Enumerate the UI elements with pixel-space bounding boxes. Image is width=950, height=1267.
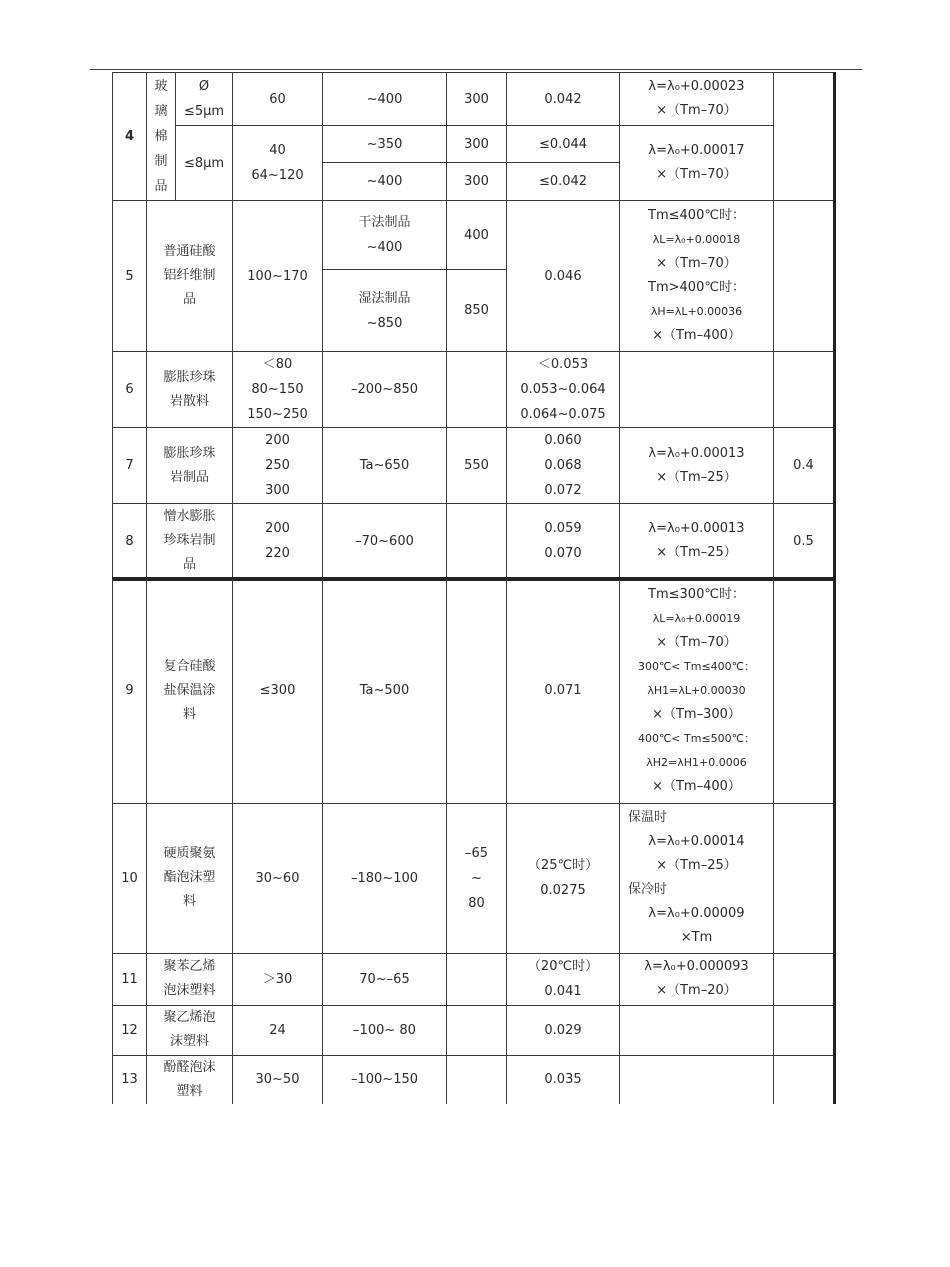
temp3-cell [447,1055,507,1104]
extra-cell [774,1005,835,1055]
material-name: 酚醛泡沫 塑料 [147,1055,233,1104]
temperature-cell: –200~850 [323,352,447,428]
density-cell: 100~170 [233,201,323,352]
header-rule [90,69,862,70]
formula-cell [620,1055,774,1104]
temp3-cell [447,504,507,580]
table-row [113,1005,835,1055]
table-row [113,953,835,1005]
formula-cell: λ=λ₀+0.00013 ×（Tm–25） [620,504,774,580]
extra-cell [774,352,835,428]
material-name: 普通硅酸 铝纤维制 品 [147,201,233,352]
table-row [113,578,835,803]
material-name: 聚苯乙烯 泡沫塑料 [147,953,233,1005]
temperature-cell: ~400 [323,163,447,201]
extra-cell [774,201,835,352]
row-number: 9 [113,578,147,803]
temp3-cell [447,953,507,1005]
extra-cell [774,1055,835,1104]
row-number: 8 [113,504,147,580]
density-cell: 40 64~120 [233,126,323,201]
material-name: 玻 璃 棉 制 品 [147,73,176,201]
fiber-diameter: ≤8μm [176,126,233,201]
temp3-cell [447,578,507,803]
temperature-cell: 干法制品 ~400 [323,201,447,270]
temperature-cell: ~400 [323,73,447,126]
lambda-cell: 0.046 [507,201,620,352]
extra-cell [774,953,835,1005]
table-row [113,73,835,126]
temp3-cell: 400 [447,201,507,270]
formula-cell [620,352,774,428]
lambda-cell: （20℃时） 0.041 [507,953,620,1005]
density-cell: 200 250 300 [233,428,323,504]
table-row [113,1055,835,1104]
lambda-cell: 0.035 [507,1055,620,1104]
density-cell: ＞30 [233,953,323,1005]
temperature-cell: ~350 [323,126,447,163]
formula-cell: Tm≤300℃时： λL=λ₀+0.00019 ×（Tm–70） 300℃< Tm≤400℃： λH1=λL+0.00030 ×（Tm–300） 400℃< Tm≤500℃： λH2=λH1+0.0006 ×（Tm–400） [620,578,774,803]
density-cell: 30~60 [233,803,323,953]
density-cell: 200 220 [233,504,323,580]
material-name: 憎水膨胀 珍珠岩制 品 [147,504,233,580]
row-number: 7 [113,428,147,504]
fiber-diameter: Ø ≤5μm [176,73,233,126]
material-table-upper [112,72,836,581]
lambda-cell: 0.071 [507,578,620,803]
row-number: 4 [113,73,147,201]
density-cell: 30~50 [233,1055,323,1104]
material-table-lower [112,577,836,1104]
lambda-cell: ≤0.042 [507,163,620,201]
formula-cell: λ=λ₀+0.00013 ×（Tm–25） [620,428,774,504]
table-row [113,126,835,163]
temp3-cell: 300 [447,163,507,201]
temp3-cell: 300 [447,126,507,163]
temp3-cell: 850 [447,270,507,352]
temperature-cell: –70~600 [323,504,447,580]
table-row [113,352,835,428]
lambda-cell: 0.042 [507,73,620,126]
temperature-cell: Ta~500 [323,578,447,803]
temperature-cell: Ta~650 [323,428,447,504]
extra-cell: 0.5 [774,504,835,580]
formula-cell: Tm≤400℃时： λL=λ₀+0.00018 ×（Tm–70） Tm>400℃时： λH=λL+0.00036 ×（Tm–400） [620,201,774,352]
row-number: 5 [113,201,147,352]
table-row [113,803,835,953]
lambda-cell: 0.029 [507,1005,620,1055]
material-name: 膨胀珍珠 岩散料 [147,352,233,428]
temp3-cell: 300 [447,73,507,126]
density-cell: ≤300 [233,578,323,803]
formula-cell: 保温时 λ=λ₀+0.00014 ×（Tm–25） 保冷时 λ=λ₀+0.00009 ×Tm [620,803,774,953]
density-cell: ＜80 80~150 150~250 [233,352,323,428]
extra-cell: 0.4 [774,428,835,504]
material-name: 聚乙烯泡 沫塑料 [147,1005,233,1055]
extra-cell [774,73,835,201]
lambda-cell: （25℃时） 0.0275 [507,803,620,953]
lambda-cell: ≤0.044 [507,126,620,163]
row-number: 6 [113,352,147,428]
temp3-cell [447,352,507,428]
row-number: 11 [113,953,147,1005]
formula-cell: λ=λ₀+0.000093 ×（Tm–20） [620,953,774,1005]
lambda-cell: ＜0.053 0.053~0.064 0.064~0.075 [507,352,620,428]
row-number: 12 [113,1005,147,1055]
row-number: 13 [113,1055,147,1104]
row-number: 10 [113,803,147,953]
extra-cell [774,578,835,803]
lambda-cell: 0.059 0.070 [507,504,620,580]
table-row [113,428,835,504]
temp3-cell [447,1005,507,1055]
material-name: 复合硅酸 盐保温涂 料 [147,578,233,803]
temperature-cell: 70~–65 [323,953,447,1005]
material-name: 硬质聚氨 酯泡沫塑 料 [147,803,233,953]
temperature-cell: –100~150 [323,1055,447,1104]
table-row [113,201,835,270]
material-name: 膨胀珍珠 岩制品 [147,428,233,504]
formula-cell [620,1005,774,1055]
temperature-cell: 湿法制品 ~850 [323,270,447,352]
temperature-cell: –180~100 [323,803,447,953]
formula-cell: λ=λ₀+0.00023 ×（Tm–70） [620,73,774,126]
temperature-cell: –100~ 80 [323,1005,447,1055]
table-row [113,504,835,580]
formula-cell: λ=λ₀+0.00017 ×（Tm–70） [620,126,774,201]
density-cell: 60 [233,73,323,126]
extra-cell [774,803,835,953]
temp3-cell: 550 [447,428,507,504]
lambda-cell: 0.060 0.068 0.072 [507,428,620,504]
temp3-cell: –65 ~ 80 [447,803,507,953]
density-cell: 24 [233,1005,323,1055]
